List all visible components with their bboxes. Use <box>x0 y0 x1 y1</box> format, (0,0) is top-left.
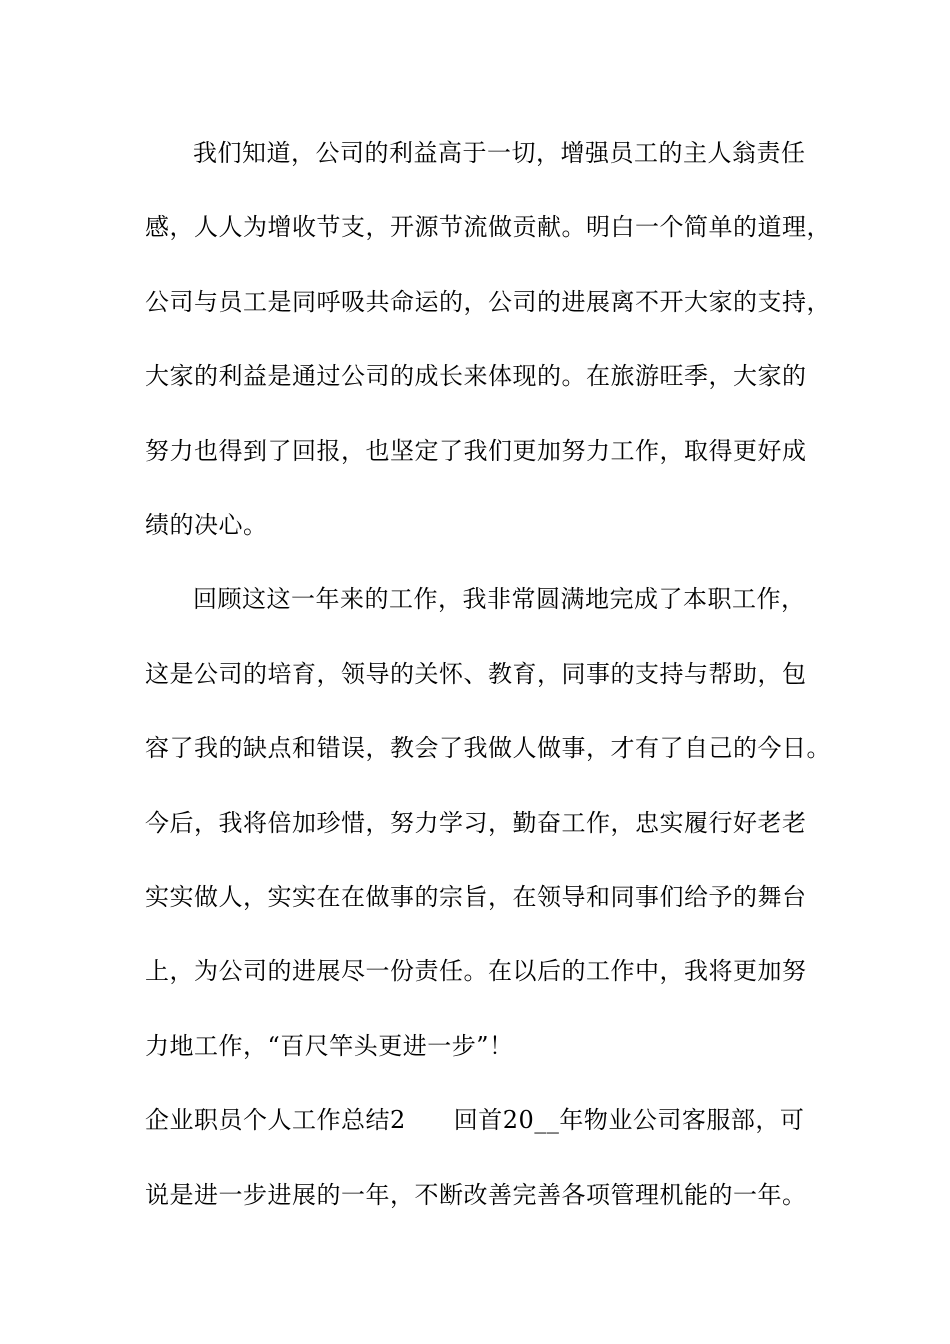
paragraph-2-line-3: 容了我的缺点和错误，教会了我做人做事，才有了自己的今日。 <box>145 734 831 762</box>
section-2-heading: 企业职员个人工作总结2 <box>145 1106 406 1134</box>
paragraph-2-line-2: 这是公司的培育，领导的关怀、教育，同事的支持与帮助，包 <box>145 660 807 688</box>
paragraph-1-line-6: 绩的决心。 <box>145 511 268 539</box>
paragraph-1-line-1: 我们知道，公司的利益高于一切，增强员工的主人翁责任 <box>193 139 806 167</box>
paragraph-2-line-6: 上，为公司的进展尽一份责任。在以后的工作中，我将更加努 <box>145 957 807 985</box>
paragraph-2-line-4: 今后，我将倍加珍惜，努力学习，勤奋工作，忠实履行好老老 <box>145 809 807 837</box>
paragraph-1-line-4: 大家的利益是通过公司的成长来体现的。在旅游旺季，大家的 <box>145 362 807 390</box>
paragraph-1-line-5: 努力也得到了回报，也坚定了我们更加努力工作，取得更好成 <box>145 437 807 465</box>
section-2-first-line-text: 回首20__年物业公司客服部，可 <box>453 1106 805 1134</box>
section-2-line-2: 说是进一步进展的一年，不断改善完善各项管理机能的一年。 <box>145 1181 807 1209</box>
section-2-first-line <box>145 1105 804 1135</box>
paragraph-1-line-3: 公司与员工是同呼吸共命运的，公司的进展离不开大家的支持， <box>145 288 831 316</box>
paragraph-2-line-5: 实实做人，实实在在做事的宗旨，在领导和同事们给予的舞台 <box>145 883 807 911</box>
paragraph-2-line-7: 力地工作，“百尺竿头更进一步”！ <box>145 1032 514 1060</box>
paragraph-2-line-1: 回顾这这一年来的工作，我非常圆满地完成了本职工作， <box>193 585 806 613</box>
paragraph-1-line-2: 感，人人为增收节支，开源节流做贡献。明白一个简单的道理， <box>145 213 831 241</box>
